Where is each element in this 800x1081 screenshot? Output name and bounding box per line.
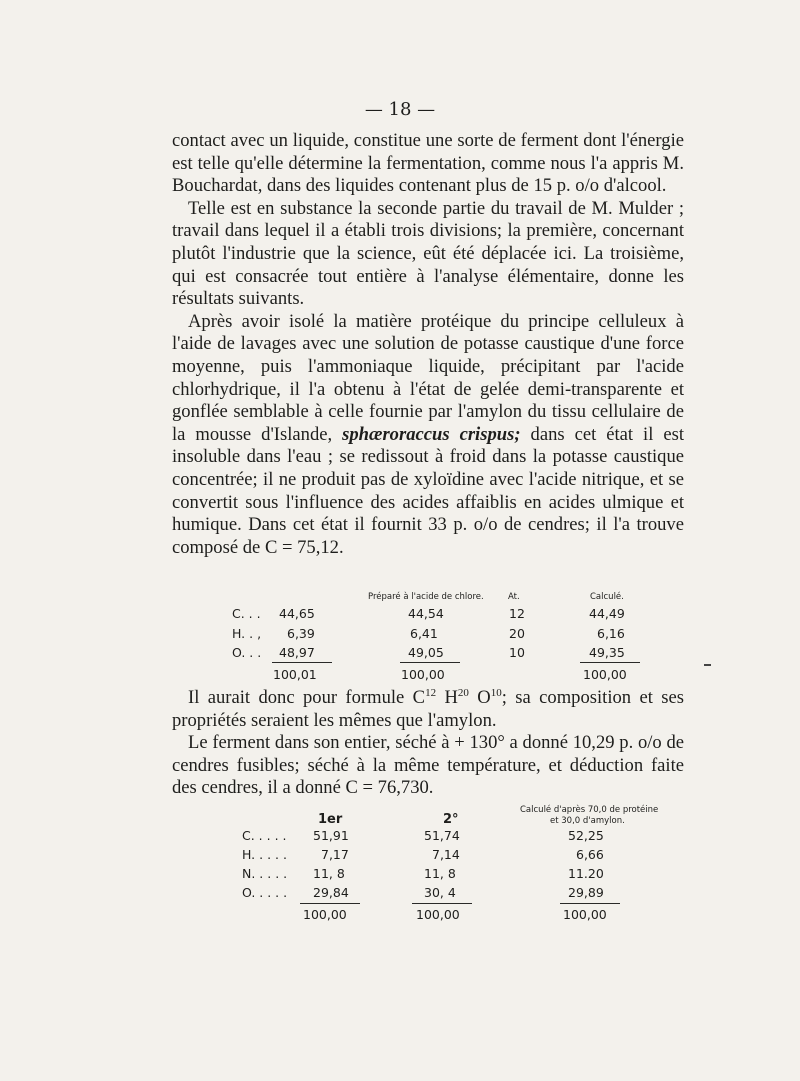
table1-header-calc: Calculé. <box>590 592 624 602</box>
table1-row-h-prepared: 6,41 <box>410 626 438 641</box>
table2-row-c-first: 51,91 <box>313 828 349 843</box>
table1-row-c-at: 12 <box>509 606 525 621</box>
table2-row-n-second: 11, 8 <box>424 866 456 881</box>
formula-h: H <box>444 687 458 708</box>
margin-mark <box>704 664 711 666</box>
paragraph-protein-isolation <box>172 311 684 560</box>
table2-header-calc-line2: et 30,0 d'amylon. <box>550 816 625 826</box>
table1-sum-rule-2 <box>400 662 460 663</box>
formula-suffix: ; sa composition et ses propriétés seraient les mêmes que l'amylon. <box>172 687 684 731</box>
paragraph-formula <box>172 687 684 732</box>
formula-c-count: 12 <box>425 687 437 699</box>
table2-row-h-first: 7,17 <box>321 847 349 862</box>
table1-sum-rule-3 <box>580 662 640 663</box>
table1-row-c-calc: 44,49 <box>589 606 625 621</box>
table1-row-h-label: H. . , <box>232 626 262 641</box>
table1-row-o-at: 10 <box>509 645 525 660</box>
table2-row-o-label: O. . . . . <box>242 885 288 900</box>
table1-total-found: 100,01 <box>273 667 317 682</box>
table2-row-h-label: H. . . . . <box>242 847 287 862</box>
formula-o: O <box>477 687 491 708</box>
table2-row-c-calc: 52,25 <box>568 828 604 843</box>
table1-header-prepared: Préparé à l'acide de chlore. <box>368 592 484 602</box>
table2-total-second: 100,00 <box>416 907 460 922</box>
table2-row-c-second: 51,74 <box>424 828 460 843</box>
table1-header-at: At. <box>508 592 520 602</box>
table1-row-c-prepared: 44,54 <box>408 606 444 621</box>
table1-sum-rule-1 <box>272 662 332 663</box>
species-name: sphæroraccus crispus; <box>342 423 521 445</box>
formula-h-count: 20 <box>457 687 469 699</box>
table2-row-c-label: C. . . . . <box>242 828 287 843</box>
table2-row-n-calc: 11.20 <box>568 866 604 881</box>
table2-row-o-second: 30, 4 <box>424 885 456 900</box>
table1-row-h-at: 20 <box>509 626 525 641</box>
paragraph-protein-isolation-part2: dans cet état il est insoluble dans l'eau ; se redissout à froid dans la potasse caustique concentrée; il ne produit pas de xyloïdine avec l'acide nitrique, et se convertit sous l'influence des acides affaiblis en acides ulmique et humique. Dans cet état il fournit 33 p. o/o de cendres; il l'a trouve composé de C = 75,12. <box>172 423 684 558</box>
table2-header-first: 1er <box>318 812 343 827</box>
table1-row-o-calc: 49,35 <box>589 645 625 660</box>
table1-row-o-prepared: 49,05 <box>408 645 444 660</box>
table2-row-h-calc: 6,66 <box>576 847 604 862</box>
table2-total-calc: 100,00 <box>563 907 607 922</box>
formula-prefix: Il aurait donc pour formule C <box>188 687 426 708</box>
table2-row-o-calc: 29,89 <box>568 885 604 900</box>
table2-row-h-second: 7,14 <box>432 847 460 862</box>
table1-total-prepared: 100,00 <box>401 667 445 682</box>
table2-sum-rule-1 <box>300 903 360 904</box>
table1-row-c-found: 44,65 <box>279 606 315 621</box>
text-block-lower <box>172 687 684 800</box>
paragraph-continuation: contact avec un liquide, constitue une sorte de ferment dont l'énergie est telle qu'elle détermine la fermentation, comme nous l'a appris M. Bouchardat, dans des liquides contenant plus de 15 p. o/o d'alcool. <box>172 130 684 197</box>
formula-o-count: 10 <box>490 687 502 699</box>
table1-row-o-found: 48,97 <box>279 645 315 660</box>
page-number: — 18 — <box>364 99 436 120</box>
table2-total-first: 100,00 <box>303 907 347 922</box>
table2-row-n-label: N. . . . . <box>242 866 288 881</box>
table2-sum-rule-2 <box>412 903 472 904</box>
text-block-upper <box>172 130 684 559</box>
paragraph-ferment-ash: Le ferment dans son entier, séché à + 130° a donné 10,29 p. o/o de cendres fusibles; séché à la même température, et déduction faite des cendres, il a donné C = 76,730. <box>172 732 684 799</box>
table2-row-o-first: 29,84 <box>313 885 349 900</box>
table2-header-calc-line1: Calculé d'après 70,0 de protéine <box>520 805 659 815</box>
table2-row-n-first: 11, 8 <box>313 866 345 881</box>
paragraph-protein-isolation-part1: Après avoir isolé la matière protéique du principe celluleux à l'aide de lavages avec une solution de potasse caustique d'une force moyenne, puis l'ammoniaque liquide, précipitant par l'acide chlorhydrique, il l'a obtenu à l'état de gelée demi-transparente et gonflée semblable à celle fournie par l'amylon du tissu cellulaire de la mousse d'Islande, <box>172 310 684 445</box>
table2-sum-rule-3 <box>560 903 620 904</box>
table1-row-o-label: O. . . <box>232 645 262 660</box>
table1-row-c-label: C. . . <box>232 606 261 621</box>
paragraph-mulder-summary: Telle est en substance la seconde partie du travail de M. Mulder ; travail dans lequel il a établi trois divisions; la première, concernant plutôt l'industrie que la science, eût été déplacée ici. La troisième, qui est consacrée tout entière à l'analyse élémentaire, donne les résultats suivants. <box>172 197 684 310</box>
table2-header-second: 2° <box>443 812 459 827</box>
table1-total-calc: 100,00 <box>583 667 627 682</box>
table1-row-h-calc: 6,16 <box>597 626 625 641</box>
table1-row-h-found: 6,39 <box>287 626 315 641</box>
